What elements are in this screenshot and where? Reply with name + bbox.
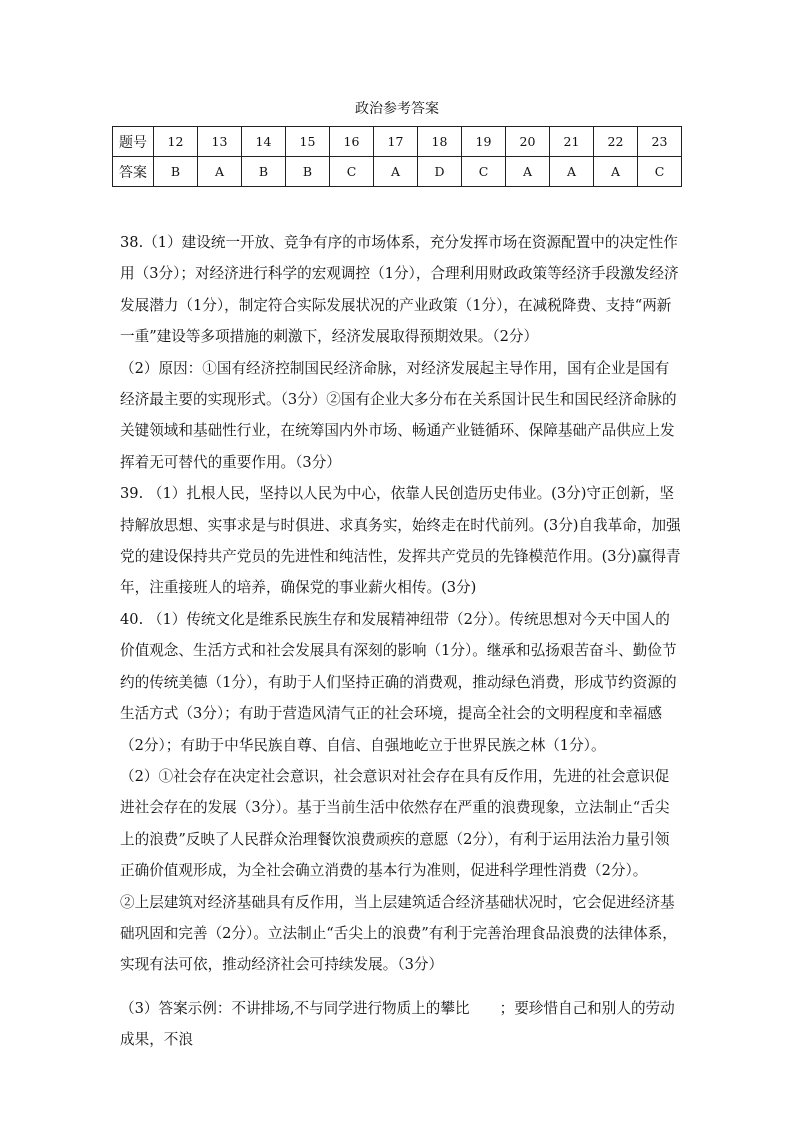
question-number-cell: 16 bbox=[330, 127, 374, 157]
answer-cell: D bbox=[418, 157, 462, 187]
answer-cell: A bbox=[198, 157, 242, 187]
answer-cell: A bbox=[550, 157, 594, 187]
question-number-cell: 12 bbox=[154, 127, 198, 157]
answer-paragraph-39: 39. （1）扎根人民，坚持以人民为中心，依靠人民创造历史伟业。(3分)守正创新，坚持解放思想、实事求是与时俱进、求真务实，始终走在时代前列。(3分)自我革命，加强党的建设保持共产党员的先进性和纯洁性，发挥共产党员的先锋模范作用。(3分)赢得青年，注重接班人的培养，确保党的事业薪火相传。(3分) bbox=[120, 485, 681, 597]
answer-cell: A bbox=[594, 157, 638, 187]
answer-paragraph-40-2-b: ②上层建筑对经济基础具有反作用，当上层建筑适合经济基础状况时，它会促进经济基础巩固和完善（2分）。立法制止“舌尖上的浪费”有利于完善治理食品浪费的法律体系，实现有法可依，推动经济社会可持续发展。（3分） bbox=[120, 893, 677, 974]
answer-table bbox=[112, 126, 682, 187]
question-number-cell: 15 bbox=[286, 127, 330, 157]
answer-cell: B bbox=[154, 157, 198, 187]
question-number-cell: 14 bbox=[242, 127, 286, 157]
question-number-row bbox=[113, 127, 682, 157]
answer-cell: C bbox=[462, 157, 506, 187]
answer-cell: B bbox=[286, 157, 330, 187]
answer-paragraph-40-3 bbox=[120, 993, 682, 1056]
answer-paragraph-40-2: （2）①社会存在决定社会意识，社会意识对社会存在具有反作用，先进的社会意识促进社会存在的发展（3分）。基于当前生活中依然存在严重的浪费现象，立法制止“舌尖上的浪费”反映了人民群众治理餐饮浪费顽疾的意愿（2分），有利于运用法治力量引领正确价值观形成，为全社会确立消费的基本行为准则，促进科学理性消费（2分）。 bbox=[120, 767, 670, 880]
question-number-cell: 20 bbox=[506, 127, 550, 157]
answer-row bbox=[113, 157, 682, 187]
answer-cell: A bbox=[374, 157, 418, 187]
answer-cell: A bbox=[506, 157, 550, 187]
answer-40-3-part1: （3）答案示例：不讲排场,不与同学进行物质上的攀比 bbox=[120, 999, 470, 1017]
question-number-cell: 19 bbox=[462, 127, 506, 157]
question-number-cell: 23 bbox=[638, 127, 682, 157]
question-number-cell: 22 bbox=[594, 127, 638, 157]
answer-cell: B bbox=[242, 157, 286, 187]
question-number-cell: 13 bbox=[198, 127, 242, 157]
answer-cell: C bbox=[638, 157, 682, 187]
spacer bbox=[120, 981, 682, 993]
question-number-cell: 21 bbox=[550, 127, 594, 157]
answer-cell: C bbox=[330, 157, 374, 187]
page-title: 政治参考答案 bbox=[355, 101, 439, 117]
answer-body bbox=[120, 227, 682, 1056]
answer-paragraph-38-2: （2）原因：①国有经济控制国民经济命脉，对经济发展起主导作用，国有企业是国有经济最主要的实现形式。（3分）②国有企业大多分布在关系国计民生和国民经济命脉的关键领域和基础性行业，在统筹国内外市场、畅通产业链循环、保障基础产品供应上发挥着无可替代的重要作用。（3分） bbox=[120, 359, 677, 471]
answer-paragraph-38-1: 38.（1）建设统一开放、竞争有序的市场体系，充分发挥市场在资源配置中的决定性作用（3分）；对经济进行科学的宏观调控（1分），合理利用财政政策等经济手段激发经济发展潜力（1分），制定符合实际发展状况的产业政策（1分），在减税降费、支持“两新一重”建设等多项措施的刺激下，经济发展取得预期效果。（2分） bbox=[120, 234, 679, 346]
row-header: 题号 bbox=[113, 127, 154, 157]
answer-paragraph-40-1: 40. （1）传统文化是维系民族生存和发展精神纽带（2分）。传统思想对今天中国人的价值观念、生活方式和社会发展具有深刻的影响（1分）。继承和弘扬艰苦奋斗、勤俭节约的传统美德（1分），有助于人们坚持正确的消费观，推动绿色消费，形成节约资源的生活方式（3分）；有助于营造风清气正的社会环境，提高全社会的文明程度和幸福感（2分）；有助于中华民族自尊、自信、自强地屹立于世界民族之林（1分）。 bbox=[120, 610, 677, 754]
row-header: 答案 bbox=[113, 157, 154, 187]
answer-40-3-part2: ；要珍惜自己和别人的劳动成果，不浪 bbox=[120, 999, 675, 1049]
question-number-cell: 17 bbox=[374, 127, 418, 157]
question-number-cell: 18 bbox=[418, 127, 462, 157]
